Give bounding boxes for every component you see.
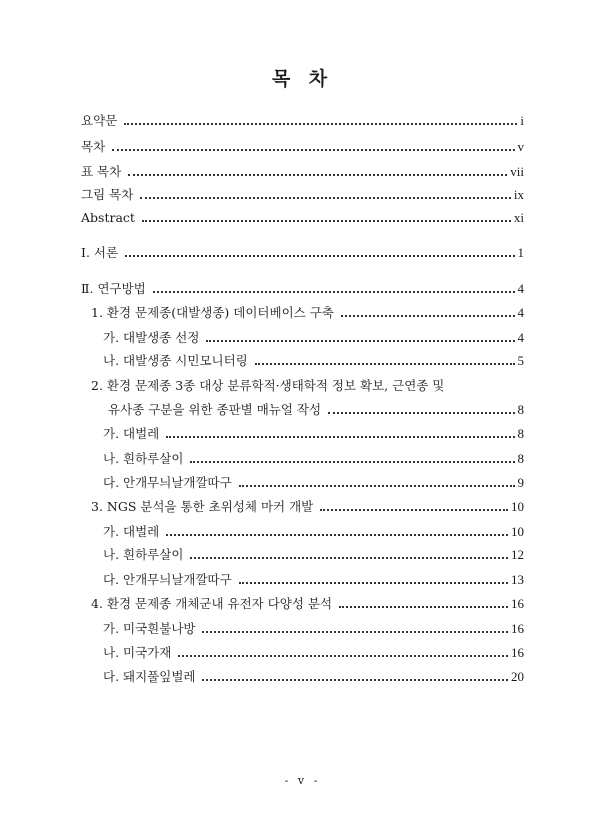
toc-entry-page: 4 [517,330,524,345]
toc-entry[interactable] [81,277,524,297]
dot-leader [239,582,508,584]
toc-entry[interactable] [81,160,524,180]
toc-entry-label: Ⅰ. 서론 [81,245,119,260]
dot-leader [190,461,514,463]
dot-leader [341,315,515,317]
toc-entry-label: Abstract [81,210,135,225]
dot-leader [320,509,508,511]
toc-entry-page: 8 [517,426,524,441]
dot-leader [153,291,515,293]
dot-leader [140,197,511,199]
toc-entry-label: 다. 돼지풀잎벌레 [103,669,196,684]
toc-entry-page: 4 [517,281,524,296]
toc-entry-page: 16 [511,621,524,636]
toc-entry-page: 1 [517,245,524,260]
toc-entry[interactable] [108,398,524,418]
toc-entry-page: 8 [517,402,524,417]
dot-leader [142,220,511,222]
dot-leader [206,340,514,342]
toc-entry-label: 요약문 [81,113,118,128]
toc-entry-page: vii [510,164,524,179]
toc-entry-label: 그림 목차 [81,187,134,202]
dot-leader [255,363,515,365]
toc-entry-label: 2. 환경 문제종 3종 대상 분류학적·생태학적 정보 확보, 근연종 및 [91,378,445,393]
toc-entry-label: 가. 대벌레 [103,524,160,539]
toc-entry-label: 나. 대발생종 시민모니터링 [103,353,248,368]
toc-entry[interactable] [103,641,524,661]
toc-entry-page: ix [513,187,524,202]
toc-entry[interactable] [103,665,524,685]
toc-entry-page: i [520,113,524,128]
dot-leader [125,255,514,257]
toc-entry-label: 가. 대발생종 선정 [103,330,200,345]
toc-entry-page: 8 [517,451,524,466]
toc-entry-label: 표 목차 [81,164,122,179]
toc-entry-label: 3. NGS 분석을 통한 초위성체 마커 개발 [91,499,314,514]
toc-entry-label: 유사종 구분을 위한 종판별 매뉴얼 작성 [108,402,322,417]
toc-entry-label: 나. 흰하루살이 [103,451,184,466]
toc-entry[interactable] [91,301,524,321]
toc-entry[interactable] [103,422,524,442]
toc-entry-label: 4. 환경 문제종 개체군내 유전자 다양성 분석 [91,596,333,611]
toc-entry[interactable] [103,543,524,563]
toc-entry[interactable] [103,568,524,588]
toc-entry-page: 5 [517,353,524,368]
toc-entry-label: 가. 미국흰불나방 [103,621,196,636]
toc-entry-label: 다. 안개무늬날개깔따구 [103,475,232,490]
toc-entry-page: 4 [517,305,524,320]
toc-entry[interactable] [91,495,524,515]
toc-entry[interactable] [91,592,524,612]
toc-entry-page: xi [513,210,524,225]
dot-leader [202,679,508,681]
toc-entry-page: 9 [517,475,524,490]
toc-entry-label: Ⅱ. 연구방법 [81,281,146,296]
toc-entry-page: 16 [511,596,524,611]
toc-entry[interactable] [103,617,524,637]
dot-leader [339,606,508,608]
toc-entry[interactable] [103,520,524,540]
dot-leader [190,557,508,559]
toc-entry[interactable] [81,109,524,129]
toc-entry[interactable] [103,326,524,346]
toc-entry-page: 10 [511,499,524,514]
dot-leader [128,174,507,176]
dot-leader [239,485,515,487]
toc-entry-page: 10 [511,524,524,539]
toc-entry-label: 나. 흰하루살이 [103,547,184,562]
page-title: 목 차 [271,68,334,90]
toc-entry[interactable] [81,206,524,226]
toc-entry-page: 16 [511,645,524,660]
dot-leader [178,655,508,657]
dot-leader [166,534,508,536]
toc-entry-page: v [517,139,524,154]
toc-entry[interactable] [81,241,524,261]
toc-entry-page: 12 [511,547,524,562]
dot-leader [124,123,517,125]
page-number-footer: - v - [284,774,321,787]
toc-entry-label: 가. 대벌레 [103,426,160,441]
toc-entry-page: 20 [511,669,524,684]
toc-entry-page: 13 [511,572,524,587]
toc-entry[interactable] [91,374,524,394]
dot-leader [112,149,514,151]
toc-entry-label: 나. 미국가재 [103,645,172,660]
toc-entry[interactable] [81,135,524,155]
toc-entry[interactable] [103,471,524,491]
dot-leader [328,412,514,414]
toc-entry-label: 1. 환경 문제종(대발생종) 데이터베이스 구축 [91,305,334,320]
toc-entry-label: 다. 안개무늬날개깔따구 [103,572,232,587]
dot-leader [202,631,508,633]
toc-entry[interactable] [103,349,524,369]
dot-leader [166,436,514,438]
toc-entry[interactable] [81,183,524,203]
toc-entry[interactable] [103,447,524,467]
toc-entry-label: 목차 [81,139,106,154]
